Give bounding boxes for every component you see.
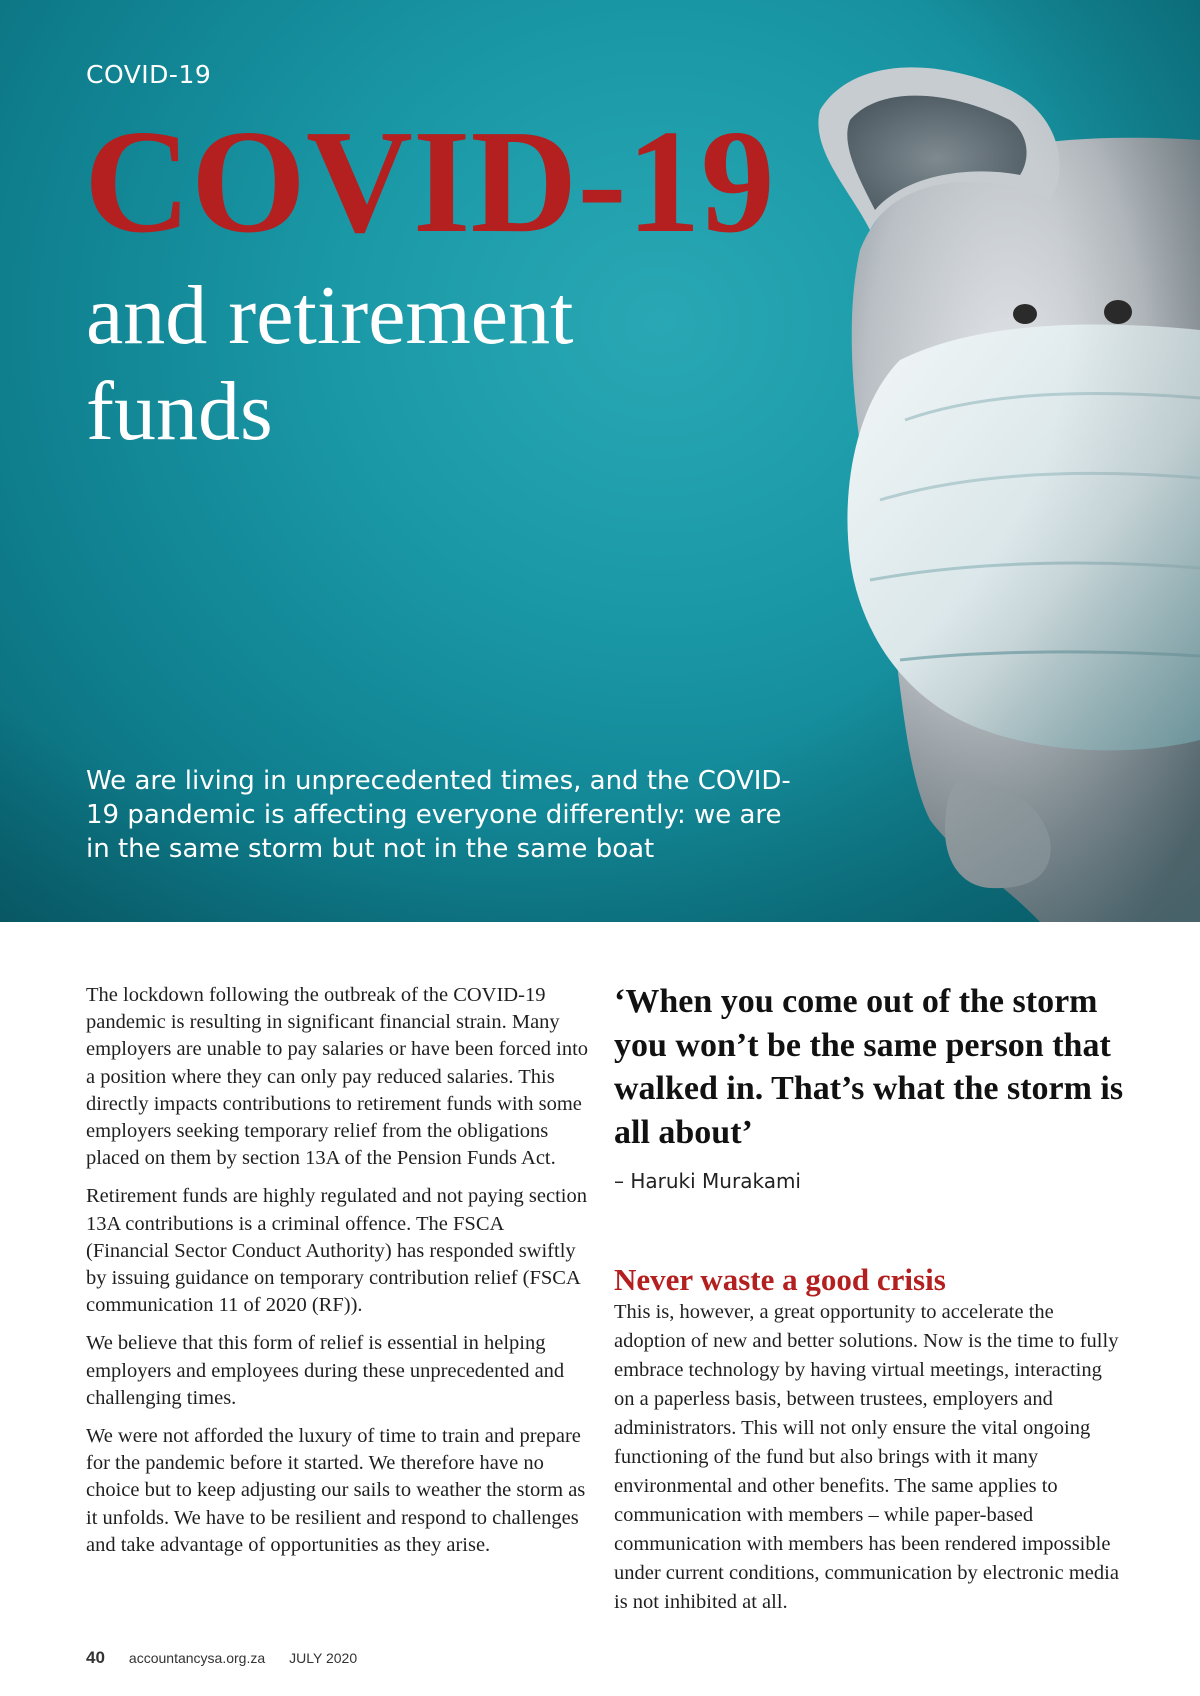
body-paragraph: Retirement funds are highly regulated and not paying section 13A contributions is a criminal offence. The FSCA (Financial Sector Conduct Authority) has responded swiftly by issuing guidance on temporary contribution relief (FSCA communication 11 of 2020 (RF)). [86, 1185, 587, 1317]
page-number: 40 [86, 1648, 105, 1667]
section-heading: Never waste a good crisis [614, 1262, 946, 1297]
quote-attribution: – Haruki Murakami [614, 1169, 801, 1193]
website-link: accountancysa.org.za [128, 1650, 266, 1666]
body-paragraph: This is, however, a great opportunity to accelerate the adoption of new and better solutions. Now is the time to fully embrace technology by having virtual meetings, interacting on a paperless basis, between trustees, employers and administrators. This will not only ensure the vital ongoing functioning of the fund but also brings with it many environmental and other benefits. The same applies to communication with members – while paper-based communication with members has been rendered impossible under current conditions, communication by electronic media is not inhibited at all. [614, 1301, 1119, 1613]
body-paragraph: We were not afforded the luxury of time to train and prepare for the pandemic before it started. We therefore have no choice but to keep adjusting our sails to weather the storm as it unfolds. We have to be resilient and respond to challenges and take advantage of opportunities as they arise. [86, 1425, 586, 1556]
page-title: COVID-19 [84, 100, 775, 264]
page-subtitle: and retirement funds [86, 269, 574, 458]
intro-paragraph: We are living in unprecedented times, and the COVID-19 pandemic is affecting everyone differently: we are in the same storm but not in the same boat [86, 766, 791, 864]
body-paragraph: The lockdown following the outbreak of the COVID-19 pandemic is resulting in significant financial strain. Many employers are unable to pay salaries or have been forced into a position where they can only pay reduced salaries. This directly impacts contributions to retirement funds with some employers seeking temporary relief from the obligations placed on them by section 13A of the Pension Funds Act. [86, 984, 589, 1170]
page-footer [86, 1648, 357, 1668]
pull-quote-block [614, 980, 1124, 1195]
pull-quote: ‘When you come out of the storm you won’t be the same person that walked in. That’s what the storm is all about’ [614, 983, 1124, 1151]
left-column [86, 982, 591, 1570]
body-paragraph: We believe that this form of relief is essential in helping employers and employees during these unprecedented and challenging times. [86, 1332, 565, 1409]
issue-date: JULY 2020 [289, 1650, 358, 1666]
section-label: COVID-19 [86, 60, 212, 89]
